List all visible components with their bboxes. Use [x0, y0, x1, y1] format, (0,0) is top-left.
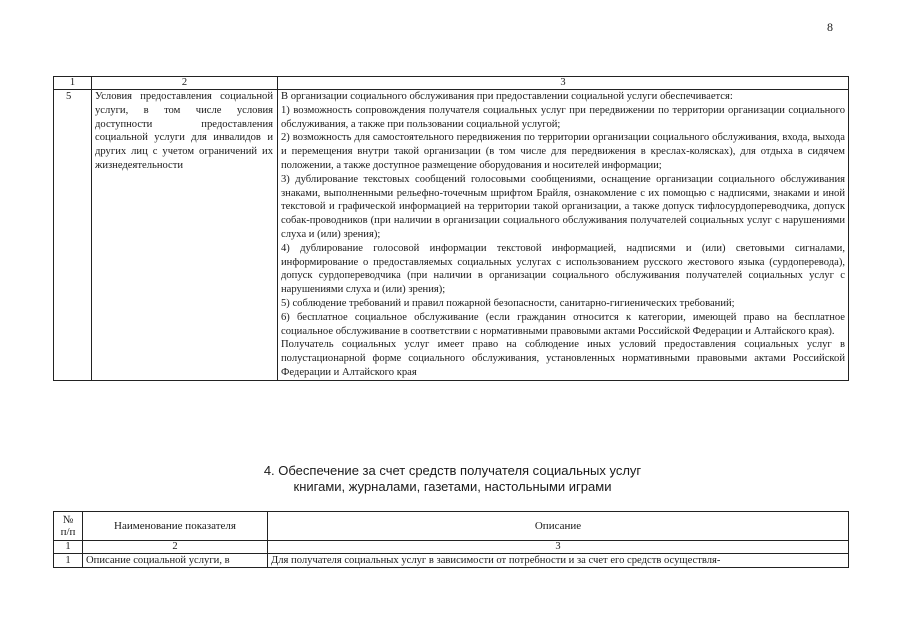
description-paragraph: Получатель социальных услуг имеет право на соблюдение иных условий предоставления социальных услуг в полустационарной форме социального обслуживания, установленных нормативными правовыми актами Российской Федерации и Алтайского края: [281, 339, 845, 378]
row-number: 1: [54, 554, 83, 568]
table-header-row: [54, 512, 849, 541]
description-paragraph: 6) бесплатное социальное обслуживание (если гражданин относится к категории, имеющей право на бесплатное социальное обслуживание в соответствии с нормативными правовыми актами Российской Федерации и Алтайского края).: [281, 311, 845, 337]
section-title-line: книгами, журналами, газетами, настольными играми: [293, 479, 612, 494]
row-number: 5: [54, 90, 92, 381]
books-service-table: [53, 511, 849, 568]
description-paragraph: В организации социального обслуживания при предоставлении социальной услуги обеспечивается:: [281, 91, 733, 102]
section-title-line: 4. Обеспечение за счет средств получателя социальных услуг: [263, 463, 642, 478]
indicator-name: Условия предоставления социальной услуги, в том числе условия доступности предоставления социальной услуги для инвалидов и других лиц с учетом ограничений их жизнедеятельности: [92, 90, 278, 381]
column-number: 2: [92, 77, 278, 90]
description-paragraph: 1) возможность сопровождения получателя социальных услуг при передвижении по территории организации социального обслуживания, а также при пользовании социальной услугой;: [281, 104, 845, 130]
column-number: 1: [54, 77, 92, 90]
description-paragraph: 4) дублирование голосовой информации текстовой информацией, надписями и (или) световыми сигналами, информирование о предоставляемых социальных услугах с использованием русского жестового языка (сурдоперевода), допуск сурдопереводчика (при наличии в организации социального обслуживания получателей социальных услуг с нарушениями слуха и (или) зрения);: [281, 242, 845, 296]
header-name: Наименование показателя: [83, 512, 268, 541]
indicator-description: [278, 90, 849, 381]
header-description: Описание: [268, 512, 849, 541]
header-number: № п/п: [54, 512, 83, 541]
column-number: 3: [268, 541, 849, 554]
description-paragraph: 3) дублирование текстовых сообщений голосовыми сообщениями, оснащение организации социального обслуживания знаками, выполненными рельефно-точечным шрифтом Брайля, ознакомление с их помощью с надписями, знаками и иной текстовой и графической информацией на территории такой организации, а также допуск тифлосурдопереводчика, допуск собак-проводников (при наличии в организации социального обслуживания получателей социальных услуг с нарушениями слуха и (или) зрения);: [281, 173, 845, 240]
description-paragraph: 2) возможность для самостоятельного передвижения по территории организации социального обслуживания, входа, выхода и перемещения внутри такой организации (в том числе для передвижения в креслах-колясках), для отдыха в сидячем положении, а также доступное размещение оборудования и носителей информации;: [281, 132, 845, 171]
description-paragraph: 5) соблюдение требований и правил пожарной безопасности, санитарно-гигиенических требований;: [281, 297, 735, 309]
column-number-row: [54, 541, 849, 554]
column-number-row: [54, 77, 849, 90]
section-title: [0, 463, 905, 495]
indicator-name: Описание социальной услуги, в: [83, 554, 268, 568]
column-number: 2: [83, 541, 268, 554]
conditions-table: [53, 76, 849, 381]
table-row: [54, 90, 849, 381]
indicator-description: Для получателя социальных услуг в зависимости от потребности и за счет его средств осуществля-: [268, 554, 849, 568]
page-number: 8: [827, 20, 833, 34]
column-number: 1: [54, 541, 83, 554]
table-row: [54, 554, 849, 568]
column-number: 3: [278, 77, 849, 90]
